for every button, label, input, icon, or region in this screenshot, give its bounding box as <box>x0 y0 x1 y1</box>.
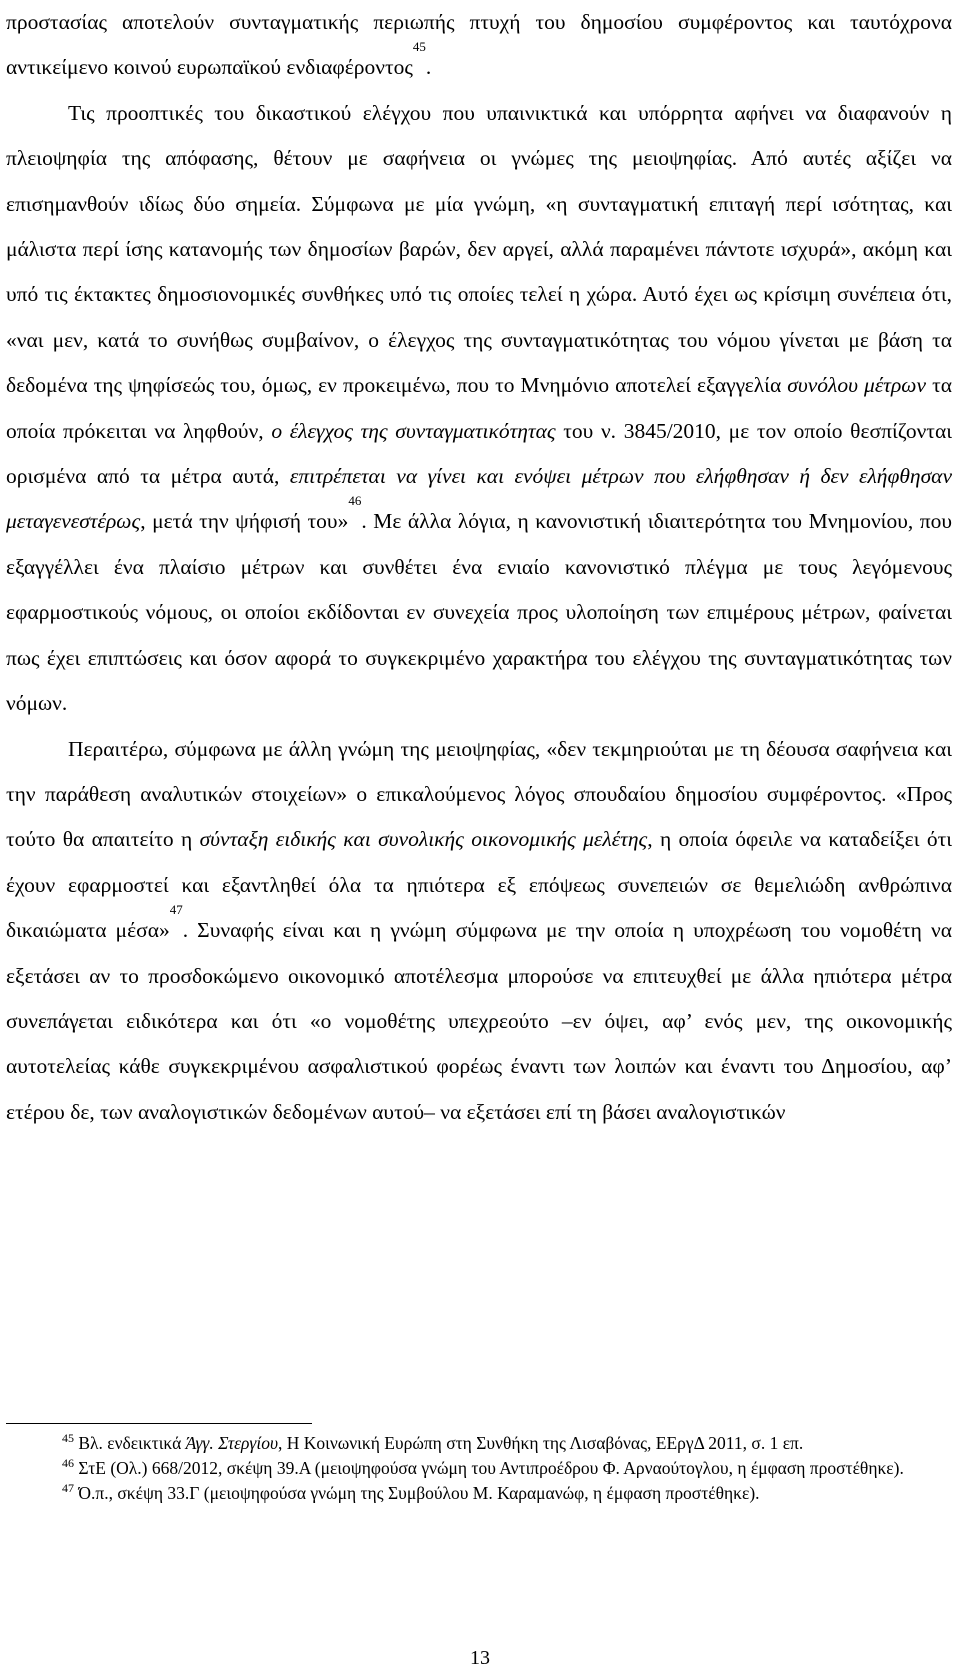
paragraph <box>6 0 952 91</box>
emphasis-text: συνόλου μέτρων <box>787 373 927 398</box>
footnote-reference: 46 <box>348 493 362 509</box>
footnote-separator <box>6 1423 312 1424</box>
emphasis-text: επιτρέπεται να γίνει και ενόψει μέτρων που ελήφθησαν ή δεν ελήφθησαν μεταγενεστέρως <box>6 464 952 534</box>
text-run: Βλ. ενδεικτικά <box>74 1433 186 1453</box>
footnote-reference: 45 <box>412 39 426 55</box>
page-number: 13 <box>470 1647 490 1669</box>
text-run: , μετά την ψήφισή του» <box>140 509 349 534</box>
emphasis-text: ο έλεγχος της συνταγματικότητας <box>271 418 556 443</box>
text-run: Ό.π., σκέψη 33.Γ (μειοψηφούσα γνώμη της Συμβούλου Μ. Καραμανώφ, η έμφαση προστέθηκε). <box>74 1483 760 1503</box>
emphasis-text: Άγγ. Στεργίου <box>185 1433 278 1453</box>
text-run: ΣτΕ (Ολ.) 668/2012, σκέψη 39.Α (μειοψηφούσα γνώμη του Αντιπροέδρου Φ. Αρναούτογλου, η έμφαση προστέθηκε). <box>74 1458 904 1478</box>
footnotes <box>6 1431 952 1506</box>
footnote <box>6 1481 952 1506</box>
paragraph <box>6 727 952 1136</box>
footnote <box>6 1456 952 1481</box>
body-text <box>6 0 952 1135</box>
footnote-number: 47 <box>62 1481 74 1495</box>
footnote-reference: 47 <box>169 902 183 918</box>
text-run: Τις προοπτικές του δικαστικού ελέγχου που υπαινικτικά και υπόρρητα αφήνει να διαφανούν η πλειοψηφία της απόφασης, θέτουν με σαφήνεια οι γνώμες της μειοψηφίας. Από αυτές αξίζει να επισημανθούν ιδίως δύο σημεία. Σύμφωνα με μία γνώμη, «η συνταγματική επιταγή περί ισότητας, και μάλιστα περί ίσης κατανομής των δημοσίων βαρών, δεν αργεί, αλλά παραμένει πάντοτε ισχυρά», ακόμη και υπό τις έκτακτες δημοσιονομικές συνθήκες υπό τις οποίες τελεί η χώρα. Αυτό έχει ως κρίσιμη συνέπεια ότι, «ναι μεν, κατά το συνήθως συμβαίνον, ο έλεγχος της συνταγματικότητας του νόμου γίνεται με βάση τα δεδομένα της ψηφίσεώς του, όμως, εν προκειμένω, που το Μνημόνιο αποτελεί εξαγγελία <box>6 100 952 398</box>
emphasis-text: σύνταξη ειδικής και συνολικής οικονομικής μελέτης <box>199 827 648 852</box>
text-run: προστασίας αποτελούν συνταγματικής περιωπής πτυχή του δημοσίου συμφέροντος και ταυτόχρονα αντικείμενο κοινού ευρωπαϊκού ενδιαφέροντος <box>6 10 952 80</box>
footnote-number: 46 <box>62 1456 74 1470</box>
text-run: τα οποία πρόκειται να ληφθούν, <box>6 373 952 443</box>
text-run: . <box>425 55 432 80</box>
text-run: του ν. 3845/2010, με τον οποίο θεσπίζονται ορισμένα από τα μέτρα αυτά, <box>6 418 952 489</box>
text-run: , η οποία όφειλε να καταδείξει ότι έχουν εφαρμοστεί και εξαντληθεί όλα τα ηπιότερα εξ επόψεως συνεπειών σε θεμελιώδη ανθρώπινα δικαιώματα μέσα» <box>6 827 952 943</box>
text-run: . Συναφής είναι και η γνώμη σύμφωνα με την οποία η υποχρέωση του νομοθέτη να εξετάσει αν το προσδοκώμενο οικονομικό αποτέλεσμα μπορούσε να επιτευχθεί με άλλα ηπιότερα μέτρα συνεπάγεται ειδικότερα και ότι «ο νομοθέτης υπεχρεούτο –εν όψει, αφ’ ενός μεν, της οικονομικής αυτοτελείας κάθε συγκεκριμένου ασφαλιστικού φορέως έναντι των λοιπών και έναντι του Δημοσίου, αφ’ ετέρου δε, των αναλογιστικών δεδομένων αυτού– να εξετάσει επί τη βάσει αναλογιστικών <box>6 918 952 1124</box>
footnote-number: 45 <box>62 1431 74 1445</box>
text-run: . Με άλλα λόγια, η κανονιστική ιδιαιτερότητα του Μνημονίου, που εξαγγέλλει ένα πλαίσιο μέτρων και συνθέτει ένα ενιαίο κανονιστικό πλέγμα με τους λεγόμενους εφαρμοστικούς νόμους, οι οποίοι εκδίδονται εν συνεχεία προς υλοποίηση των επιμέρους μέτρων, φαίνεται πως έχει επιπτώσεις και όσον αφορά το συγκεκριμένο χαρακτήρα του ελέγχου της συνταγματικότητας των νόμων. <box>6 509 953 716</box>
paragraph <box>6 91 952 727</box>
text-run: , Η Κοινωνική Ευρώπη στη Συνθήκη της Λισαβόνας, ΕΕργΔ 2011, σ. 1 επ. <box>277 1433 804 1453</box>
footnote <box>6 1431 952 1456</box>
text-run: Περαιτέρω, σύμφωνα με άλλη γνώμη της μειοψηφίας, «δεν τεκμηριούται με τη δέουσα σαφήνεια και την παράθεση αναλυτικών στοιχείων» ο επικαλούμενος λόγος σπουδαίου δημοσίου συμφέροντος. «Προς τούτο θα απαιτείτο η <box>6 736 952 852</box>
